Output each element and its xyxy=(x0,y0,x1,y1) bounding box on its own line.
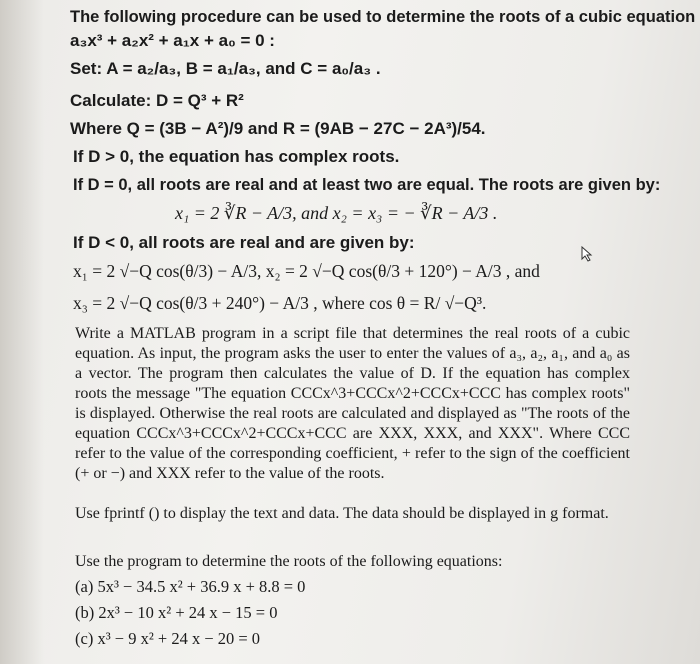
roots-d-negative-1: x₁ = 2 √−Q cos(θ/3) − A/3, x₂ = 2 √−Q cos(θ/3 + 120°) − A/3 , and xyxy=(73,261,540,281)
where-q-r: Where Q = (3B − A²)/9 and R = (9AB − 27C − 2A³)/54. xyxy=(70,119,486,138)
d-positive: If D > 0, the equation has complex roots. xyxy=(73,147,400,166)
roots-d-negative-2: x₃ = 2 √−Q cos(θ/3 + 240°) − A/3 , where cos θ = R/ √−Q³. xyxy=(73,293,487,313)
cubic-equation: a₃x³ + a₂x² + a₁x + a₀ = 0 : xyxy=(70,31,275,50)
d-negative: If D < 0, all roots are real and are given by: xyxy=(73,233,415,252)
calculate-d: Calculate: D = Q³ + R² xyxy=(70,91,244,110)
instructions-paragraph: Use the program to determine the roots of the following equations: xyxy=(75,553,503,570)
d-zero: If D = 0, all roots are real and at least two are equal. The roots are given by: xyxy=(73,176,661,194)
fprintf-paragraph: Use fprintf () to display the text and data. The data should be displayed in g format. xyxy=(75,505,609,522)
task-paragraph: Write a MATLAB program in a script file that determines the real roots of a cubic equation. As input, the program asks the user to enter the values of a₃, a₂, a₁, and a₀ as a vector. The program then calculates the value of D. If the equation has complex roots the message "The equation CCCx^3+CCCx^2+CCCx+CCC has complex roots" is displayed. Otherwise the real roots are calculated and displayed as "The roots of the equation CCCx^3+CCCx^2+CCCx+CCC are XXX, XXX, and XXX". Where CCC refer to the value of the corresponding coefficient, + refer to the sign of the coefficient (+ or −) and XXX refer to the value of the roots. xyxy=(75,325,630,482)
intro-line: The following procedure can be used to determine the roots of a cubic equation xyxy=(70,8,696,26)
equation-c: (c) x³ − 9 x² + 24 x − 20 = 0 xyxy=(75,629,261,648)
equation-a: (a) 5x³ − 34.5 x² + 36.9 x + 8.8 = 0 xyxy=(75,577,306,596)
roots-d-zero: x₁ = 2 ∛R − A/3, and x₂ = x₃ = − ∛R − A/3 . xyxy=(175,203,498,223)
equation-b: (b) 2x³ − 10 x² + 24 x − 15 = 0 xyxy=(75,603,278,622)
mouse-cursor-icon xyxy=(580,246,594,262)
set-coefficients: Set: A = a₂/a₃, B = a₁/a₃, and C = a₀/a₃ . xyxy=(70,59,381,78)
page-shadow xyxy=(0,0,44,664)
